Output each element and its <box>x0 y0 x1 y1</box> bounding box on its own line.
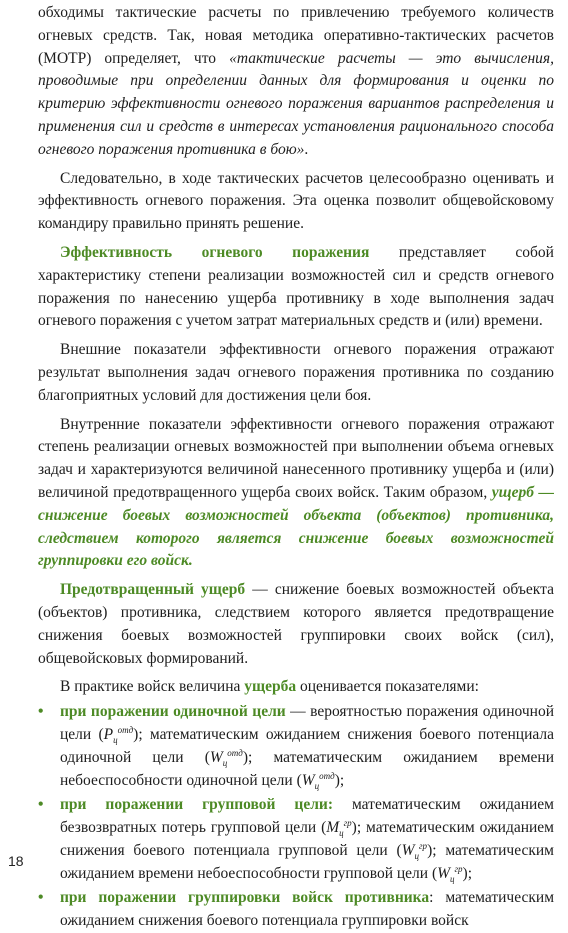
list-item-text: ); <box>462 864 473 882</box>
indicator-list <box>38 701 554 933</box>
term-highlight: Эффективность огневого поражения <box>60 243 370 261</box>
paragraph-text: — снижение боевых возможностей объекта (объектов) противника, следствием которого является предотвращение снижения боевых возможностей группировки своих войск (сил), общевойсковых формирований. <box>38 581 554 667</box>
paragraph-effectiveness <box>38 242 554 333</box>
bullet-icon: • <box>38 796 44 814</box>
paragraph-conclusion: Следовательно, в ходе тактических расчетов целесообразно оценивать и эффективность огневого поражения. Эта оценка позволит общевойсковому командиру правильно принять решение. <box>38 169 554 233</box>
list-item-text: — вероятностью поражения одиночной цели ( <box>60 703 554 743</box>
bullet-icon: • <box>38 889 44 907</box>
list-item-text: ); математическим ожиданием времени небоеспособности групповой цели ( <box>60 841 554 882</box>
list-item-text: ); математическим ожиданием времени небоеспособности одиночной цели ( <box>60 748 554 789</box>
bullet-icon: • <box>38 703 44 721</box>
list-item-text: : математическим ожиданием снижения боевого потенциала группировки войск <box>60 889 555 930</box>
paragraph-motr <box>38 2 554 162</box>
paragraph-prevented <box>38 579 554 670</box>
list-item-text: математическим ожиданием безвозвратных потерь групповой цели ( <box>60 796 554 837</box>
list-item-colon: : <box>327 796 334 814</box>
list-item-label: при поражении групповой цели <box>60 796 328 814</box>
paragraph-practice <box>38 676 554 699</box>
paragraph-internal <box>38 414 554 574</box>
paragraph-text: представляет собой характеристику степени реализации возможностей сил и средств огневого поражения по нанесению ущерба противнику в ходе выполнения задач огневого поражения с учетом затрат материальных средств и (или) времени. <box>38 243 554 330</box>
paragraph-text: В практике войск величина <box>60 678 245 696</box>
list-item-text: ); математическим ожиданием снижения боевого потенциала одиночной цели ( <box>60 725 554 766</box>
term-highlight: ущерба <box>244 678 297 696</box>
quote-italic: «тактические расчеты — это вычисления, проводимые при определении данных для формирования и оценки по критерию эффективности огневого поражения вариантов распределения и применения сил и средств в интересах установления рационального способа огневого поражения противника в бою» <box>38 49 554 158</box>
paragraph-external: Внешние показатели эффективности огневого поражения отражают результат выполнения задач огневого поражения противника по созданию благоприятных условий для достижения цели боя. <box>38 341 554 404</box>
formula-var: $W_ц^{гр}$ <box>437 863 463 884</box>
paragraph-text: Внутренние показатели эффективности огневого поражения отражают степень реализации огневых возможностей при выполнении объема огневых задач и характеризуются величиной нанесенного противнику ущерба и (или) величиной предотвращенного ущерба своих войск. Таким образом, <box>38 415 554 501</box>
paragraph-text: оценивается показателями: <box>296 678 479 696</box>
formula-var: $M_ц^{гр}$ <box>326 817 352 839</box>
page-number: 18 <box>8 853 24 869</box>
term-highlight: Предотвращенный ущерб <box>60 581 246 599</box>
list-item <box>38 887 554 933</box>
paragraph-text: . <box>304 140 309 158</box>
list-item-label: при поражении одиночной цели <box>60 703 286 721</box>
list-item <box>38 794 554 885</box>
formula-var: $W_ц^{отд}$ <box>301 770 335 791</box>
definition-highlight: ущерб — снижение боевых возможностей объекта (объектов) противника, следствием которого является снижение боевых возможностей группировки его войск. <box>38 483 554 570</box>
list-item <box>38 701 554 792</box>
list-item-label: при поражении группировки войск противника <box>60 889 430 907</box>
list-item-text: ); <box>334 771 345 789</box>
formula-var: $W_ц^{отд}$ <box>209 747 243 768</box>
list-item-text: ); математическим ожиданием снижения боевого потенциала групповой цели ( <box>60 819 554 859</box>
formula-var: $W_ц^{гр}$ <box>401 840 428 861</box>
formula-var: $P_ц^{отд}$ <box>103 724 134 745</box>
paragraph-text: обходимы тактические расчеты по привлечению требуемого количеств огневых средств. Так, новая методика оперативно-тактических расчетов (МОТР) определяет, что <box>38 4 554 67</box>
